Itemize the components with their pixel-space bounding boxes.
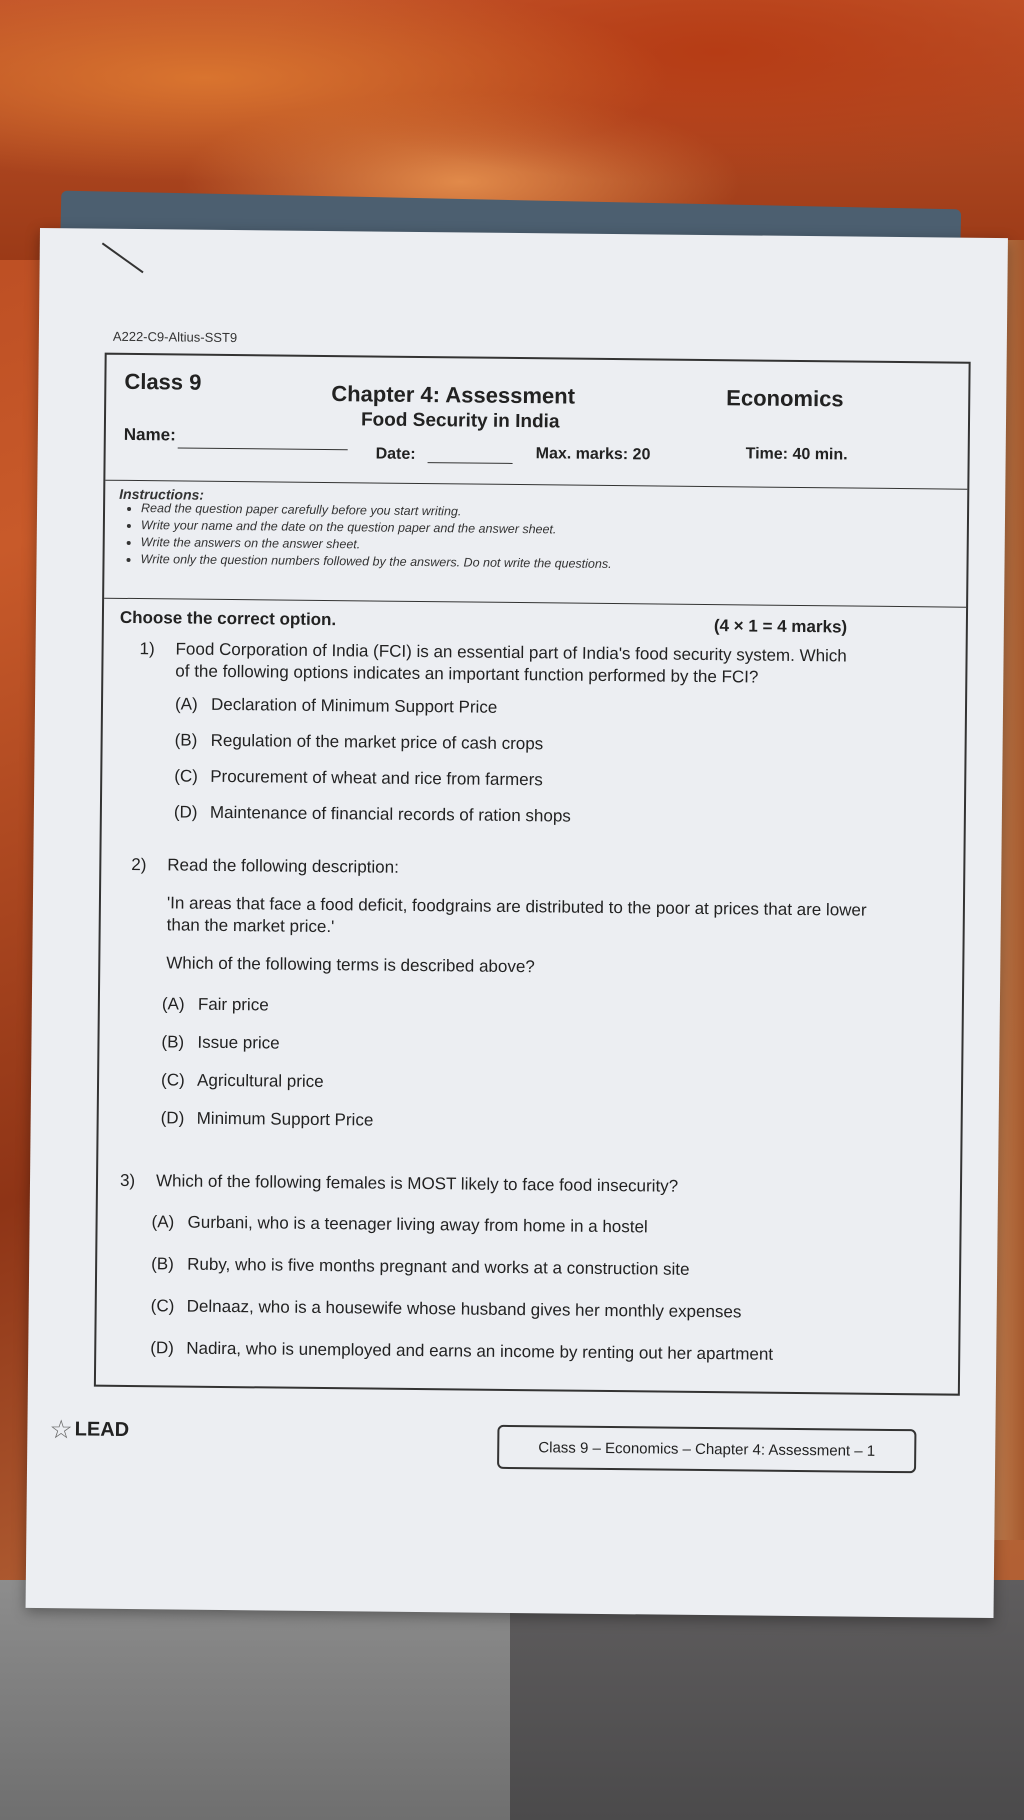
instruction-item: • Write only the question numbers followed by the answers. Do not write the questions. [140,551,611,573]
question-text: Read the following description: [167,855,399,877]
topic-title: Food Security in India [360,409,560,433]
question-paper [26,228,1008,1618]
instruction-item: • Read the question paper carefully before you start writing. [141,500,612,522]
section-marks: (4 × 1 = 4 marks) [713,616,848,637]
option-label: (C) [160,1070,185,1090]
subject-label: Economics [726,385,844,412]
option-text: Nadira, who is unemployed and earns an income by renting out her apartment [186,1338,774,1364]
chapter-title: Chapter 4: Assessment [331,381,576,409]
option-text: Minimum Support Price [196,1108,374,1130]
option-text: Ruby, who is five months pregnant and works at a construction site [187,1254,690,1279]
question-2-quote: 'In areas that face a food deficit, foodgrains are distributed to the poor at prices that are lower than the market price.' [166,893,867,937]
option-label: (A) [151,1212,175,1232]
option-text: Declaration of Minimum Support Price [210,694,498,717]
option-text: Regulation of the market price of cash crops [210,730,544,754]
time-limit: Time: 40 min. [745,445,848,464]
question-2-ask: Which of the following terms is described above? [166,953,535,977]
option-text: Fair price [197,994,269,1015]
paper-frame [94,353,971,1396]
instructions-block [104,480,967,608]
option-label: (A) [161,994,185,1014]
instructions-title: Instructions: [119,485,205,503]
option-label: (D) [160,1108,185,1128]
document-code: A222-C9-Altius-SST9 [112,328,238,346]
name-blank [178,447,348,450]
option-text: Procurement of wheat and rice from farmers [210,766,543,790]
lead-logo [49,1414,129,1446]
option-label: (B) [151,1254,174,1274]
date-label: Date: [375,445,416,463]
instructions-list [118,500,612,573]
option-label: (C) [174,766,198,786]
name-label: Name: [123,424,176,445]
option-text: Gurbani, who is a teenager living away from home in a hostel [187,1212,648,1237]
option-text: Issue price [197,1032,280,1053]
footer-label: Class 9 – Economics – Chapter 4: Assessment – 1 [497,1425,916,1473]
option-label: (B) [174,730,198,750]
option-text: Delnaaz, who is a housewife whose husband gives her monthly expenses [186,1296,742,1322]
date-blank [428,462,513,464]
class-label: Class 9 [124,368,202,395]
max-marks: Max. marks: 20 [535,445,651,464]
option-text: Agricultural price [196,1070,324,1092]
question-number: 2) [131,854,147,875]
question-text: Which of the following females is MOST likely to face food insecurity? [155,1171,679,1196]
logo-text: LEAD [74,1418,130,1441]
instruction-item: • Write your name and the date on the question paper and the answer sheet. [141,517,612,539]
instruction-item: • Write the answers on the answer sheet. [141,534,612,556]
option-label: (C) [150,1296,175,1316]
option-label: (D) [150,1338,174,1358]
option-label: (A) [174,694,198,714]
option-label: (D) [173,802,198,822]
star-icon: ☆ [49,1414,73,1445]
header-block [105,355,968,490]
question-text: Food Corporation of India (FCI) is an essential part of India's food security system. Which of the following options indicates an important function performed by the FCI? [175,639,847,687]
pen-mark [102,243,144,274]
option-label: (B) [161,1032,185,1052]
section-title: Choose the correct option. [119,607,337,630]
option-text: Maintenance of financial records of ration shops [209,802,571,826]
question-number: 1) [139,639,155,659]
question-number: 3) [119,1170,136,1191]
